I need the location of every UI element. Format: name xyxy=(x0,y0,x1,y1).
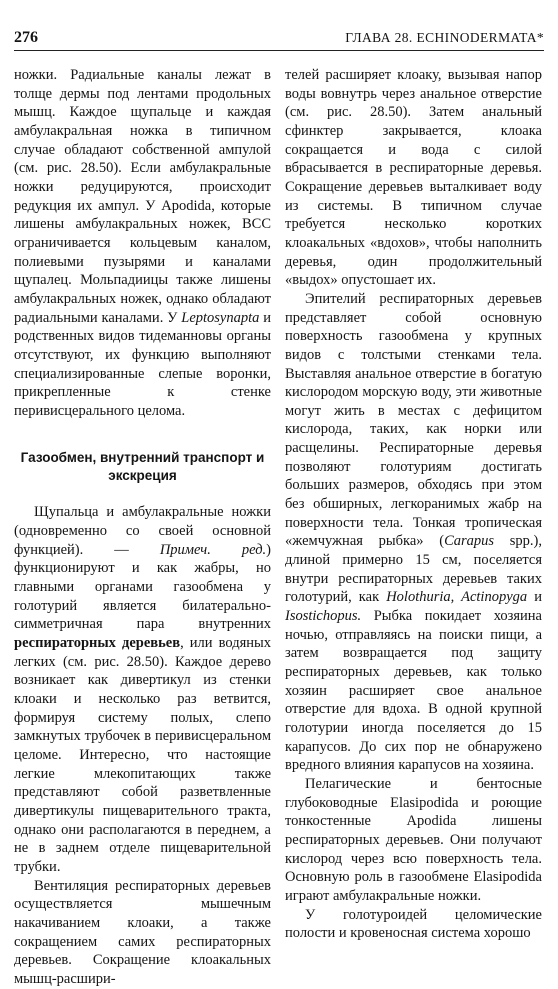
left-column xyxy=(14,66,271,989)
text-run: spp.), длиной примерно 15 см, поселяется внутри респираторных деревьев таких голотурий, как xyxy=(285,533,542,606)
paragraph xyxy=(14,503,271,876)
text-run: Вентиляция респираторных деревьев осуществляется мышечным накачиванием клоаки, а также сокращением самих респираторных деревьев. Сокращение клоакальных мышц-расшири- xyxy=(14,877,271,987)
italic-text: Leptosynapta xyxy=(181,309,260,326)
text-run: и родственных видов тидеманновы органы отсутствуют, их функцию выполняют специализированные слепые воронки, прикрепленные к стенке перивисцерального целома. xyxy=(14,309,271,419)
text-run: ножки. Радиальные каналы лежат в толще дермы под лентами продольных мышц. Каждое щупальце и каждая амбулакральная ножка в типичном случае обладают собственной ампулой (см. рис. 28.50). Если амбулакральные ножки редуцируются, происходит редукция их ампул. У Apodida, которые лишены амбулакральных ножек, ВСС ограничивается кольцевым каналом, полиевыми пузырями и каналами щупалец. Мольпадиицы также лишены амбулакральных ножек, однако обладают радиальными каналами. У xyxy=(14,67,271,326)
paragraph xyxy=(14,66,271,420)
text-run: телей расширяет клоаку, вызывая напор воды вовнутрь через анальное отверстие (см. рис. 28.50). Затем анальный сфинктер закрывается, клоака сокращается и вода с силой вбрасывается в респираторные деревья. Сокращение деревьев выталкивает воду из системы. В типичном случае требуется несколько коротких клоакальных «вдохов», чтобы наполнить деревья, один продолжительный «выдох» опустошает их. xyxy=(285,67,542,289)
section-heading: Газообмен, внутренний транспорт и экскреция xyxy=(20,450,265,484)
italic-text: Carapus xyxy=(444,533,495,550)
paragraph xyxy=(14,877,271,989)
text-run: Эпителий респираторных деревьев представляет собой основную поверхность газообмена у крупных видов с толстыми стенками тела. Выставляя анальное отверстие в богатую кислородом морскую воду, эти животные могут жить в местах с дефицитом кислорода, таких, как норки или расщелины. Респираторные деревья позволяют голотуриям достигать больших размеров, обходясь при этом без обширных, легкоранимых жабр на поверхности тела. Тонкая тропическая «жемчужная рыбка» ( xyxy=(285,290,542,550)
bold-term: респираторных деревьев xyxy=(14,635,181,652)
text-run: ) функционируют и как жабры, но главными органами газообмена у голотурий является билатерально-симметричная пара внутренних xyxy=(14,541,271,633)
page-header xyxy=(14,28,544,51)
text-run: и xyxy=(527,589,542,606)
text-run: , или водяных легких (см. рис. 28.50). Каждое дерево возникает как дивертикул из стенки клоаки и несколько раз ветвится, формируя систему полых, слепо замкнутых трубочек в перивисцеральном целоме. Интересно, что настоящие легкие млекопитающих также представляют собой разветвленные дивертикулы пищеварительного тракта, однако они располагаются в переднем, а не в заднем отделе пищеварительной трубки. xyxy=(14,635,271,875)
running-title: ГЛАВА 28. ECHINODERMATA* xyxy=(345,30,544,45)
text-run: Щупальца и амбулакральные ножки (одновременно со своей основной функцией). — xyxy=(14,504,271,558)
paragraph xyxy=(285,906,542,943)
right-column xyxy=(285,66,542,943)
italic-text: Holothuria, Actinopyga xyxy=(386,589,528,606)
paragraph xyxy=(285,775,542,906)
paragraph xyxy=(285,290,542,775)
italic-text: Isostichopus. xyxy=(285,608,362,625)
text-run: Рыбка покидает хозяина ночью, отправляясь на поиски пищи, а затем возвращается под защиту респираторных деревьев, как только хозяин расширяет свое анальное отверстие для вдоха. В одной крупной голотурии иногда поселяется до 15 карапусов. До сих пор не обнаружено вредного влияния карапусов на хозяина. xyxy=(285,608,542,774)
italic-text: Примеч. ред. xyxy=(159,541,267,558)
page-number: 276 xyxy=(14,29,38,46)
text-run: У голотуроидей целомические полости и кровеносная система хорошо xyxy=(285,906,542,942)
paragraph xyxy=(285,66,542,290)
text-run: Пелагические и бентосные глубоководные Elasipodida и роющие тонкостенные Apodida лишены респираторных деревьев. Они получают кислород через всю поверхность тела. Основную роль в газообмене Elasipodida играют амбулакральные ножки. xyxy=(285,775,542,904)
